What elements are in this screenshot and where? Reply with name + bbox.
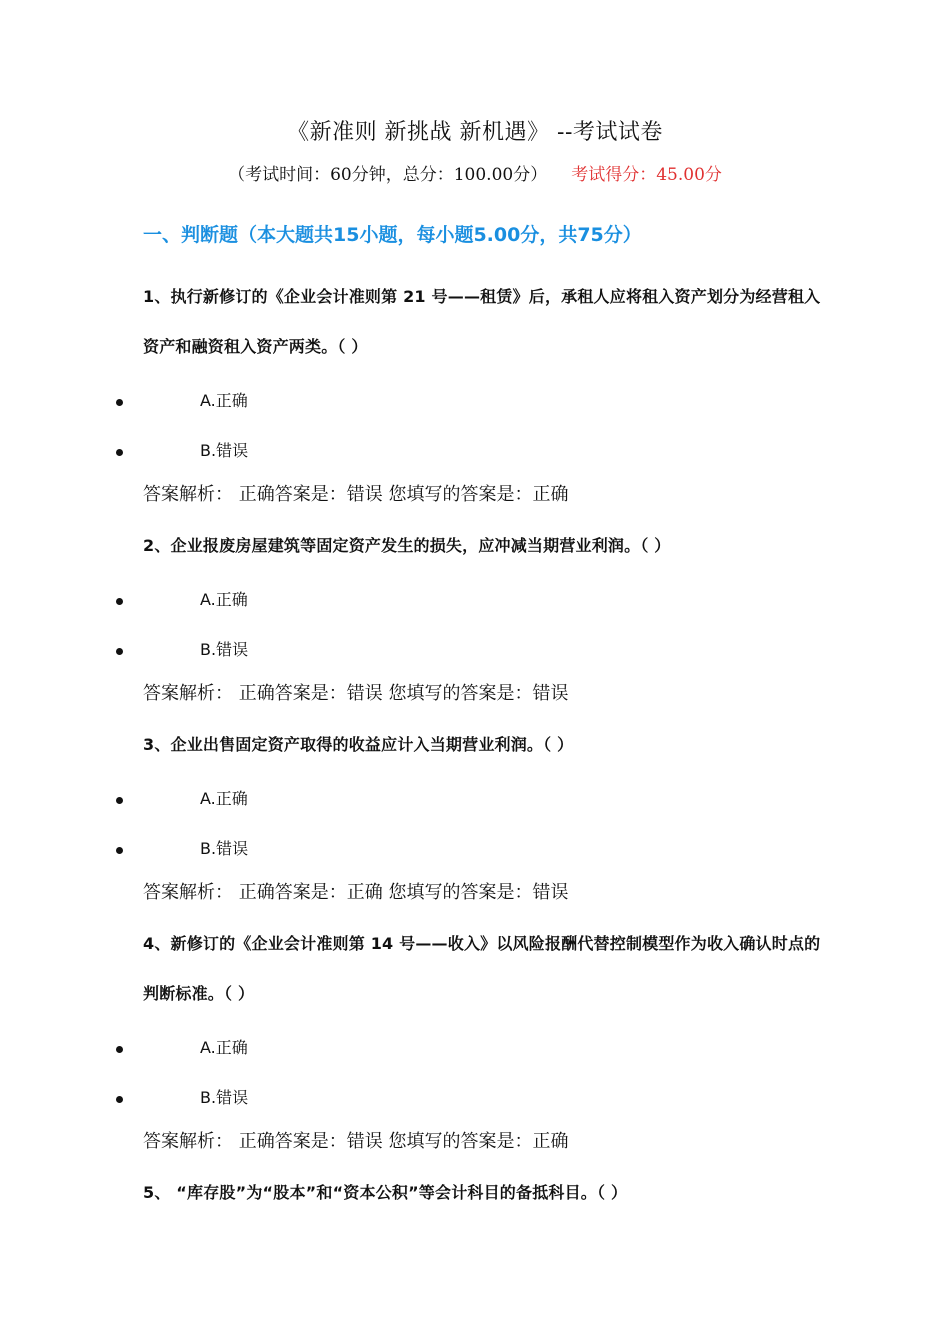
question-3-option-b[interactable]: B.错误 <box>200 839 249 858</box>
question-2-analysis: 答案解析： 正确答案是：错误 您填写的答案是：错误 <box>143 683 569 704</box>
exam-score: 考试得分：45.00分 <box>571 165 722 185</box>
bullet-icon <box>116 847 123 854</box>
question-1-option-b[interactable]: B.错误 <box>200 441 249 460</box>
bullet-icon <box>116 598 123 605</box>
question-2-text: 2、企业报废房屋建筑等固定资产发生的损失，应冲减当期营业利润。（ ） <box>143 536 671 555</box>
question-4-text: 4、新修订的《企业会计准则第 14 号——收入》以风险报酬代替控制模型作为收入确认时点的判断标准。（ ） <box>143 934 821 1003</box>
question-4-option-a[interactable]: A.正确 <box>200 1038 248 1057</box>
exam-title: 《新准则 新挑战 新机遇》 --考试试卷 <box>287 120 663 145</box>
question-2-option-a[interactable]: A.正确 <box>200 590 248 609</box>
exam-meta-line <box>0 162 950 188</box>
question-3-option-a[interactable]: A.正确 <box>200 789 248 808</box>
question-2-option-b[interactable]: B.错误 <box>200 640 249 659</box>
bullet-icon <box>116 449 123 456</box>
bullet-icon <box>116 399 123 406</box>
bullet-icon <box>116 1046 123 1053</box>
question-1-option-a[interactable]: A.正确 <box>200 391 248 410</box>
section-title: 一、判断题（本大题共15小题，每小题5.00分，共75分） <box>143 224 642 246</box>
exam-time-total: （考试时间：60分钟，总分：100.00分） <box>228 165 548 185</box>
question-3-text: 3、企业出售固定资产取得的收益应计入当期营业利润。（ ） <box>143 735 574 754</box>
question-4-option-b[interactable]: B.错误 <box>200 1088 249 1107</box>
bullet-icon <box>116 648 123 655</box>
question-1-analysis: 答案解析： 正确答案是：错误 您填写的答案是：正确 <box>143 484 569 505</box>
question-5-text: 5、 “库存股”为“股本”和“资本公积”等会计科目的备抵科目。（ ） <box>143 1183 628 1202</box>
bullet-icon <box>116 797 123 804</box>
bullet-icon <box>116 1096 123 1103</box>
question-4-analysis: 答案解析： 正确答案是：错误 您填写的答案是：正确 <box>143 1131 569 1152</box>
question-3-analysis: 答案解析： 正确答案是：正确 您填写的答案是：错误 <box>143 882 569 903</box>
question-1-text: 1、执行新修订的《企业会计准则第 21 号——租赁》后，承租人应将租入资产划分为经营租入资产和融资租入资产两类。（ ） <box>143 287 821 356</box>
